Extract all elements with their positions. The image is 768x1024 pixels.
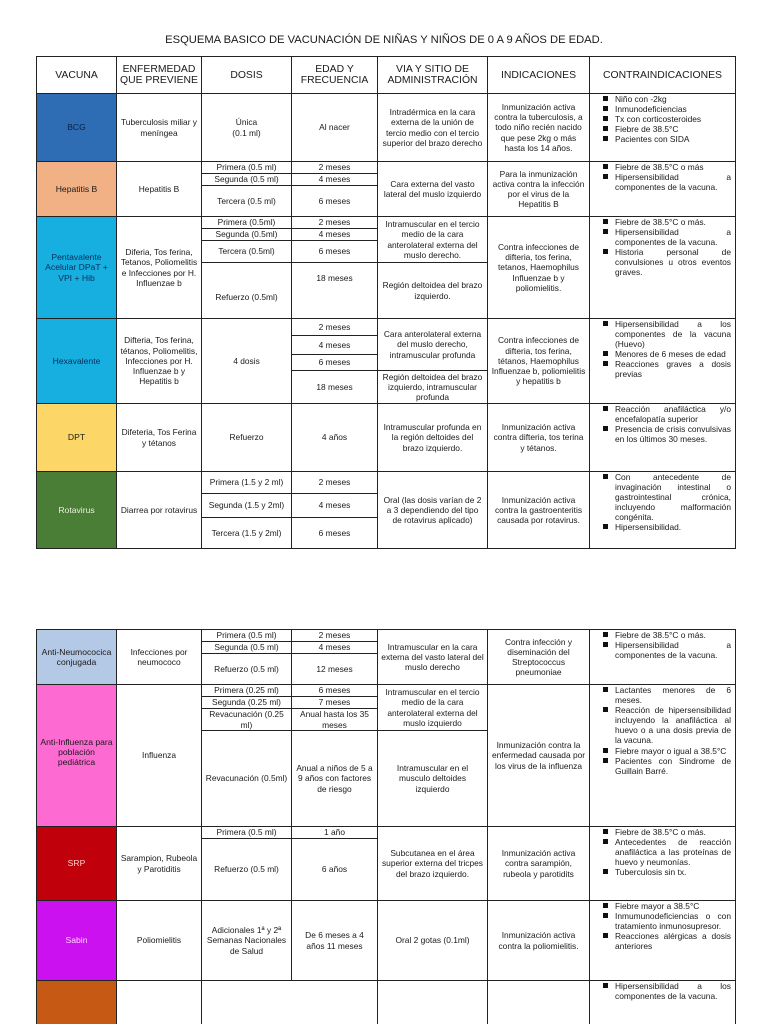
indications-pentavalente: Contra infecciones de difteria, tos ferina, tetanos, Haemophilus Influenzae b y poliomielitis. [488, 217, 590, 319]
dose-hepb-2: Segunda (0.5 ml) [202, 174, 292, 186]
contraindications-hepb [590, 162, 736, 217]
dose-flu-2: Segunda (0.25 ml) [202, 697, 292, 709]
contraindication-item: Fiebre mayor o igual a 38.5°C [600, 746, 733, 756]
contraindications-srp [590, 827, 736, 901]
contraindication-item: Presencia de crisis convulsivas en los últimos 30 meses. [600, 424, 733, 444]
indications-hepb: Para la inmunización activa contra la infección por el virus de la Hepatitis B [488, 162, 590, 217]
contraindication-item: Con antecedente de invaginación intestinal o gastrointestinal crónica, incluyendo malformación congénita. [600, 472, 733, 522]
contraindication-item: Lactantes menores de 6 meses. [600, 685, 733, 705]
disease-partial [117, 981, 202, 1024]
contraindication-item: Hipersensibilidad a componentes de la vacuna. [600, 640, 733, 660]
contraindication-item: Hipersensibilidad a componentes de la vacuna. [600, 227, 733, 247]
contraindication-item: Fiebre de 38.5°C [600, 124, 733, 134]
contraindications-sabin [590, 901, 736, 981]
vaccine-name-partial [37, 981, 117, 1024]
vaccine-name-dpt: DPT [37, 404, 117, 472]
vaccine-name-hexavalente: Hexavalente [37, 319, 117, 404]
contraindication-item: Hipersensibilidad a los componentes de la vacuna (Huevo) [600, 319, 733, 349]
contraindications-rotavirus [590, 472, 736, 549]
age-srp-2: 6 años [292, 839, 378, 901]
age-neumo-3: 12 meses [292, 654, 378, 685]
age-flu-1: 6 meses [292, 685, 378, 697]
table-row-partial [37, 981, 736, 1024]
vaccination-table-2 [36, 629, 736, 1024]
indications-neumococica: Contra infección y diseminación del Streptococcus pneumoniae [488, 630, 590, 685]
contraindications-dpt [590, 404, 736, 472]
dose-hepb-3: Tercera (0.5 ml) [202, 186, 292, 217]
contraindication-item: Niño con -2kg [600, 94, 733, 104]
contraindication-item: Historia personal de convulsiones u otros eventos graves. [600, 247, 733, 277]
dose-hexavalente: 4 dosis [202, 319, 292, 404]
header-contraindicaciones: CONTRAINDICACIONES [590, 57, 736, 94]
age-srp-1: 1 año [292, 827, 378, 839]
contraindication-item: Menores de 6 meses de edad [600, 349, 733, 359]
table-row-sabin [37, 901, 736, 981]
route-bcg: Intradérmica en la cara externa de la unión de tercio medio con el tercio superior del brazo derecho [378, 94, 488, 162]
dose-flu-1: Primera (0.25 ml) [202, 685, 292, 697]
route-hexa-1: Cara anterolateral externa del muslo derecho, intramuscular profunda [378, 319, 488, 371]
table-row-neumococica [37, 630, 736, 642]
age-neumo-2: 4 meses [292, 642, 378, 654]
contraindications-hexavalente [590, 319, 736, 404]
contraindications-bcg [590, 94, 736, 162]
contraindications-neumococica [590, 630, 736, 685]
vaccine-name-bcg: BCG [37, 94, 117, 162]
vaccine-name-hepb: Hepatitis B [37, 162, 117, 217]
dose-volume: (0.1 ml) [232, 127, 261, 138]
vaccine-name-pentavalente: Pentavalente Acelular DPaT + VPI + Hib [37, 217, 117, 319]
age-hexa-2: 4 meses [292, 336, 378, 355]
age-neumo-1: 2 meses [292, 630, 378, 642]
contraindication-item: Hipersensibilidad a componentes de la vacuna. [600, 172, 733, 192]
age-hexa-1: 2 meses [292, 319, 378, 336]
indications-dpt: Inmunización activa contra difteria, tos terina y tétanos. [488, 404, 590, 472]
header-row [37, 57, 736, 94]
disease-pentavalente: Diferia, Tos ferina, Tetanos, Poliomelitis e Infecciones por H. Influenzae b [117, 217, 202, 319]
age-hexa-4: 18 meses [292, 371, 378, 404]
age-penta-4: 18 meses [292, 263, 378, 319]
dose-neumo-1: Primera (0.5 ml) [202, 630, 292, 642]
dose-penta-2: Segunda (0.5ml) [202, 229, 292, 241]
contraindication-item: Antecedentes de reacción anafiláctica a las proteínas de huevo y neumonías. [600, 837, 733, 867]
age-flu-4: Anual a niños de 5 a 9 años con factores de riesgo [292, 731, 378, 827]
age-hepb-3: 6 meses [292, 186, 378, 217]
contraindication-item: Reacción anafiláctica y/o encefalopatía superior [600, 404, 733, 424]
disease-hexavalente: Difteria, Tos ferina, tétanos, Poliomelitis, Infecciones por H. Influenzae b y Hepatitis b [117, 319, 202, 404]
age-rota-3: 6 meses [292, 518, 378, 549]
dose-penta-3: Tercera (0.5ml) [202, 241, 292, 263]
route-sabin: Oral 2 gotas (0.1ml) [378, 901, 488, 981]
contraindication-item: Tuberculosis sin tx. [600, 867, 733, 877]
age-rota-1: 2 meses [292, 472, 378, 494]
header-dosis: DOSIS [202, 57, 292, 94]
route-neumococica: Intramuscular en la cara externa del vasto lateral del muslo derecho [378, 630, 488, 685]
dose-rota-3: Tercera (1.5 y 2ml) [202, 518, 292, 549]
disease-neumococica: Infecciones por neumococo [117, 630, 202, 685]
disease-sabin: Poliomielitis [117, 901, 202, 981]
age-dpt: 4 años [292, 404, 378, 472]
indications-influenza: Inmunización contra la enfermedad causada por los virus de la influenza [488, 685, 590, 827]
route-rotavirus: Oral (las dosis varían de 2 a 3 dependiendo del tipo de rotavirus aplicado) [378, 472, 488, 549]
disease-hepb: Hepatitis B [117, 162, 202, 217]
table-row-hepb [37, 162, 736, 174]
vaccine-name-sabin: Sabin [37, 901, 117, 981]
route-flu-2: Intramuscular en el musculo deltoides izquierdo [378, 731, 488, 827]
route-partial [378, 981, 488, 1024]
age-rota-2: 4 meses [292, 494, 378, 518]
contraindication-item: Inmumunodeficiencias o con tratamiento inmunosupresor. [600, 911, 733, 931]
contraindication-item: Fiebre de 38.5°C o más. [600, 630, 733, 640]
age-penta-2: 4 meses [292, 229, 378, 241]
vaccination-table-1 [36, 56, 736, 549]
disease-dpt: Difeteria, Tos Ferina y tétanos [117, 404, 202, 472]
age-flu-3: Anual hasta los 35 meses [292, 709, 378, 731]
contraindication-item: Fiebre de 38.5°C o más. [600, 827, 733, 837]
vaccine-name-neumococica: Anti-Neumococica conjugada [37, 630, 117, 685]
contraindication-item: Hipersensibilidad a los componentes de la vacuna. [600, 981, 733, 1001]
route-srp: Subcutanea en el área superior externa del tricpes del brazo izquierdo. [378, 827, 488, 901]
contraindication-item: Fiebre mayor a 38.5°C [600, 901, 733, 911]
indications-sabin: Inmunización activa contra la poliomielitis. [488, 901, 590, 981]
page-title: ESQUEMA BASICO DE VACUNACIÓN DE NIÑAS Y NIÑOS DE 0 A 9 AÑOS DE EDAD. [165, 34, 603, 46]
route-penta-2: Región deltoidea del brazo izquierdo. [378, 263, 488, 319]
table-row-influenza [37, 685, 736, 697]
indications-bcg: Inmunización activa contra la tuberculosis, a todo niño recién nacido que pese 2kg o más hasta los 14 años. [488, 94, 590, 162]
contraindication-item: Pacientes con Sindrome de Guillain Barré. [600, 756, 733, 776]
indications-srp: Inmunización activa contra sarampión, rubeola y parotidits [488, 827, 590, 901]
dose-srp-1: Primera (0.5 ml) [202, 827, 292, 839]
table-row-rotavirus [37, 472, 736, 494]
age-hexa-3: 6 meses [292, 355, 378, 371]
contraindication-item: Fiebre de 38.5°C o más. [600, 217, 733, 227]
table-row-hexavalente [37, 319, 736, 336]
contraindication-item: Fiebre de 38.5°C o más [600, 162, 733, 172]
dose-dpt: Refuerzo [202, 404, 292, 472]
contraindication-item: Pacientes con SIDA [600, 134, 733, 144]
dose-label: Única [235, 117, 258, 128]
disease-influenza: Influenza [117, 685, 202, 827]
dose-penta-1: Primera (0.5ml) [202, 217, 292, 229]
dose-sabin: Adicionales 1ª y 2ª Semanas Nacionales de Salud [202, 901, 292, 981]
contraindications-pentavalente [590, 217, 736, 319]
route-penta-1: Intramuscular en el tercio medio de la cara anterolateral externa del muslo derecho. [378, 217, 488, 263]
contraindication-item: Reacciones graves a dosis previas [600, 359, 733, 379]
dose-age-partial [202, 981, 378, 1024]
route-dpt: Intramuscular profunda en la región deltoides del brazo izquierdo. [378, 404, 488, 472]
header-indicaciones: INDICACIONES [488, 57, 590, 94]
dose-bcg [202, 94, 292, 162]
indications-partial [488, 981, 590, 1024]
vaccine-name-rotavirus: Rotavirus [37, 472, 117, 549]
age-sabin: De 6 meses a 4 años 11 meses [292, 901, 378, 981]
header-vacuna: VACUNA [37, 57, 117, 94]
dose-rota-2: Segunda (1.5 y 2ml) [202, 494, 292, 518]
dose-neumo-3: Refuerzo (0.5 ml) [202, 654, 292, 685]
vaccine-name-influenza: Anti-Influenza para población pediátrica [37, 685, 117, 827]
disease-bcg: Tuberculosis miliar y meníngea [117, 94, 202, 162]
contraindication-item: Hipersensibilidad. [600, 522, 733, 532]
table-row-bcg [37, 94, 736, 162]
contraindication-item: Tx con corticosteroides [600, 114, 733, 124]
age-flu-2: 7 meses [292, 697, 378, 709]
header-edad: EDAD Y FRECUENCIA [292, 57, 378, 94]
disease-srp: Sarampion, Rubeola y Parotiditis [117, 827, 202, 901]
indications-hexavalente: Contra infecciones de difteria, tos ferina, tétanos, Haemophilus Influenzae b, poliomielitis y hepatitis b [488, 319, 590, 404]
age-hepb-2: 4 meses [292, 174, 378, 186]
contraindication-item: Inmunodeficiencias [600, 104, 733, 114]
dose-neumo-2: Segunda (0.5 ml) [202, 642, 292, 654]
dose-flu-4: Revacunación (0.5ml) [202, 731, 292, 827]
disease-rotavirus: Diarrea por rotavirus [117, 472, 202, 549]
age-penta-1: 2 meses [292, 217, 378, 229]
contraindications-influenza [590, 685, 736, 827]
dose-flu-3: Revacunación (0.25 ml) [202, 709, 292, 731]
route-hepb: Cara externa del vasto lateral del muslo izquierdo [378, 162, 488, 217]
indications-rotavirus: Inmunización activa contra la gastroenteritis causada por rotavirus. [488, 472, 590, 549]
contraindications-partial [590, 981, 736, 1024]
contraindication-item: Reacciones alérgicas a dosis anteriores [600, 931, 733, 951]
vaccine-name-srp: SRP [37, 827, 117, 901]
table-row-pentavalente [37, 217, 736, 229]
header-enfermedad: ENFERMEDAD QUE PREVIENE [117, 57, 202, 94]
age-bcg: Al nacer [292, 94, 378, 162]
route-hexa-2: Región deltoidea del brazo izquierdo, intramuscular profunda [378, 371, 488, 404]
route-flu-1: Intramuscular en el tercio medio de la cara anterolateral externa del muslo izquierdo [378, 685, 488, 731]
dose-penta-4: Refuerzo (0.5ml) [202, 263, 292, 319]
age-hepb-1: 2 meses [292, 162, 378, 174]
dose-srp-2: Refuerzo (0.5 ml) [202, 839, 292, 901]
header-via: VIA Y SITIO DE ADMINISTRACIÓN [378, 57, 488, 94]
table-row-dpt [37, 404, 736, 472]
contraindication-item: Reacción de hipersensibilidad incluyendo la anafiláctica al huevo o a una dosis previa de la vacuna. [600, 705, 733, 745]
dose-rota-1: Primera (1.5 y 2 ml) [202, 472, 292, 494]
dose-hepb-1: Primera (0.5 ml) [202, 162, 292, 174]
age-penta-3: 6 meses [292, 241, 378, 263]
table-row-srp [37, 827, 736, 839]
